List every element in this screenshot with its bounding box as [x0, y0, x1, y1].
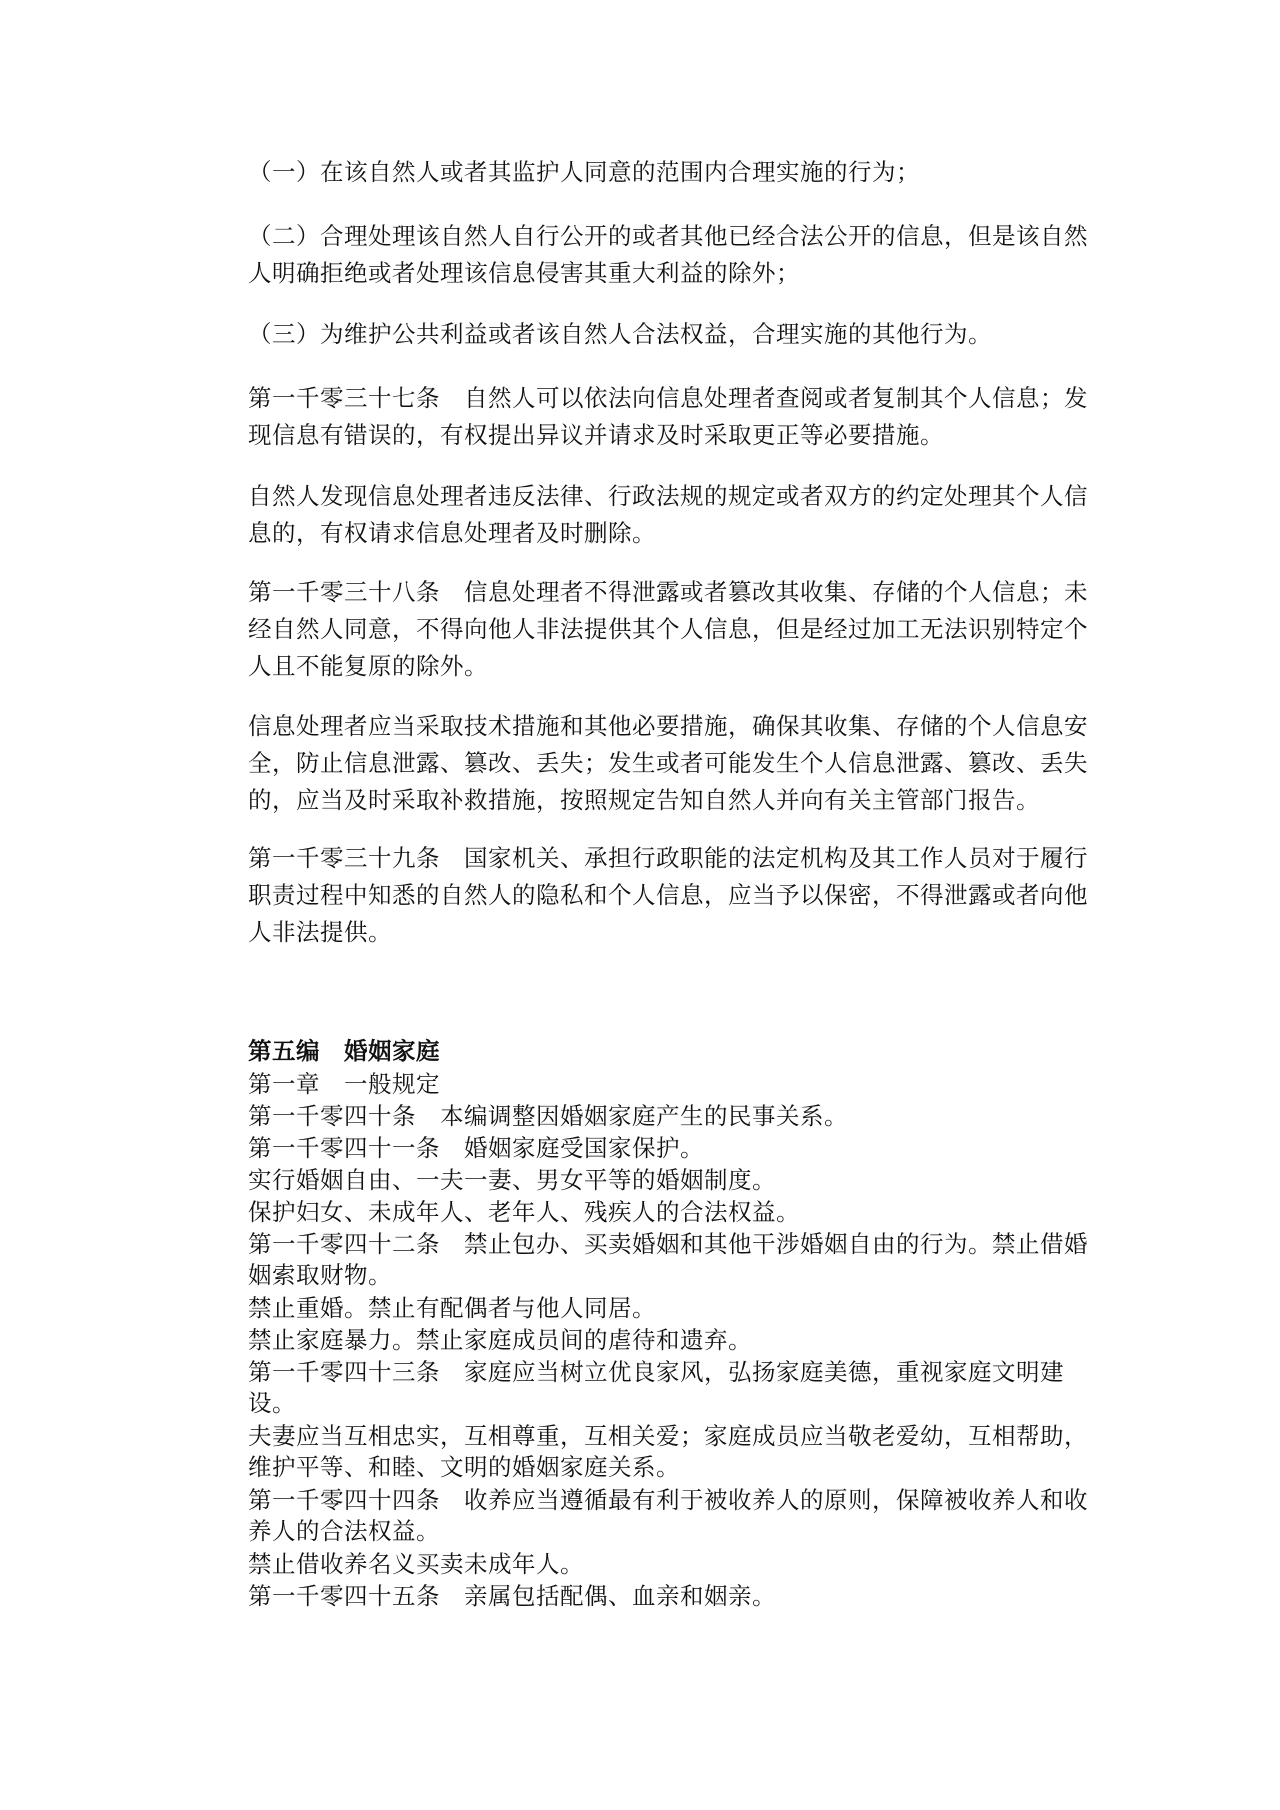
paragraph: 禁止重婚。禁止有配偶者与他人同居。 [248, 1294, 656, 1322]
article-1041: 第一千零四十一条 婚姻家庭受国家保护。 [248, 1134, 704, 1162]
paragraph: 信息处理者应当采取技术措施和其他必要措施，确保其收集、存储的个人信息安全，防止信息泄露、篡改、丢失；发生或者可能发生个人信息泄露、篡改、丢失的，应当及时采取补救措施，按照规定告知自然人并向有关主管部门报告。 [248, 712, 1088, 814]
paragraph: 自然人发现信息处理者违反法律、行政法规的规定或者双方的约定处理其个人信息的，有权请求信息处理者及时删除。 [248, 482, 1088, 547]
chapter-title: 第一章 一般规定 [248, 1070, 440, 1098]
paragraph: （三）为维护公共利益或者该自然人合法权益，合理实施的其他行为。 [248, 320, 992, 348]
article-1044: 第一千零四十四条 收养应当遵循最有利于被收养人的原则，保障被收养人和收养人的合法权益。 [248, 1486, 1088, 1545]
paragraph: 夫妻应当互相忠实，互相尊重，互相关爱；家庭成员应当敬老爱幼，互相帮助，维护平等、和睦、文明的婚姻家庭关系。 [248, 1422, 1088, 1481]
article-1037: 第一千零三十七条 自然人可以依法向信息处理者查阅或者复制其个人信息；发现信息有错误的，有权提出异议并请求及时采取更正等必要措施。 [248, 384, 1088, 449]
article-1038: 第一千零三十八条 信息处理者不得泄露或者篡改其收集、存储的个人信息；未经自然人同意，不得向他人非法提供其个人信息，但是经过加工无法识别特定个人且不能复原的除外。 [248, 578, 1088, 680]
paragraph: （二）合理处理该自然人自行公开的或者其他已经合法公开的信息，但是该自然人明确拒绝或者处理该信息侵害其重大利益的除外； [248, 222, 1088, 287]
paragraph: 禁止借收养名义买卖未成年人。 [248, 1550, 584, 1578]
article-1043: 第一千零四十三条 家庭应当树立优良家风，弘扬家庭美德，重视家庭文明建设。 [248, 1358, 1064, 1417]
paragraph: 保护妇女、未成年人、老年人、残疾人的合法权益。 [248, 1198, 800, 1226]
article-1045: 第一千零四十五条 亲属包括配偶、血亲和姻亲。 [248, 1582, 776, 1610]
part-title: 第五编 婚姻家庭 [248, 1037, 440, 1065]
paragraph: 实行婚姻自由、一夫一妻、男女平等的婚姻制度。 [248, 1166, 776, 1194]
article-1040: 第一千零四十条 本编调整因婚姻家庭产生的民事关系。 [248, 1102, 848, 1130]
paragraph: （一）在该自然人或者其监护人同意的范围内合理实施的行为； [248, 158, 920, 186]
article-1042: 第一千零四十二条 禁止包办、买卖婚姻和其他干涉婚姻自由的行为。禁止借婚姻索取财物。 [248, 1230, 1088, 1289]
paragraph: 禁止家庭暴力。禁止家庭成员间的虐待和遗弃。 [248, 1326, 752, 1354]
article-1039: 第一千零三十九条 国家机关、承担行政职能的法定机构及其工作人员对于履行职责过程中知悉的自然人的隐私和个人信息，应当予以保密，不得泄露或者向他人非法提供。 [248, 844, 1088, 946]
